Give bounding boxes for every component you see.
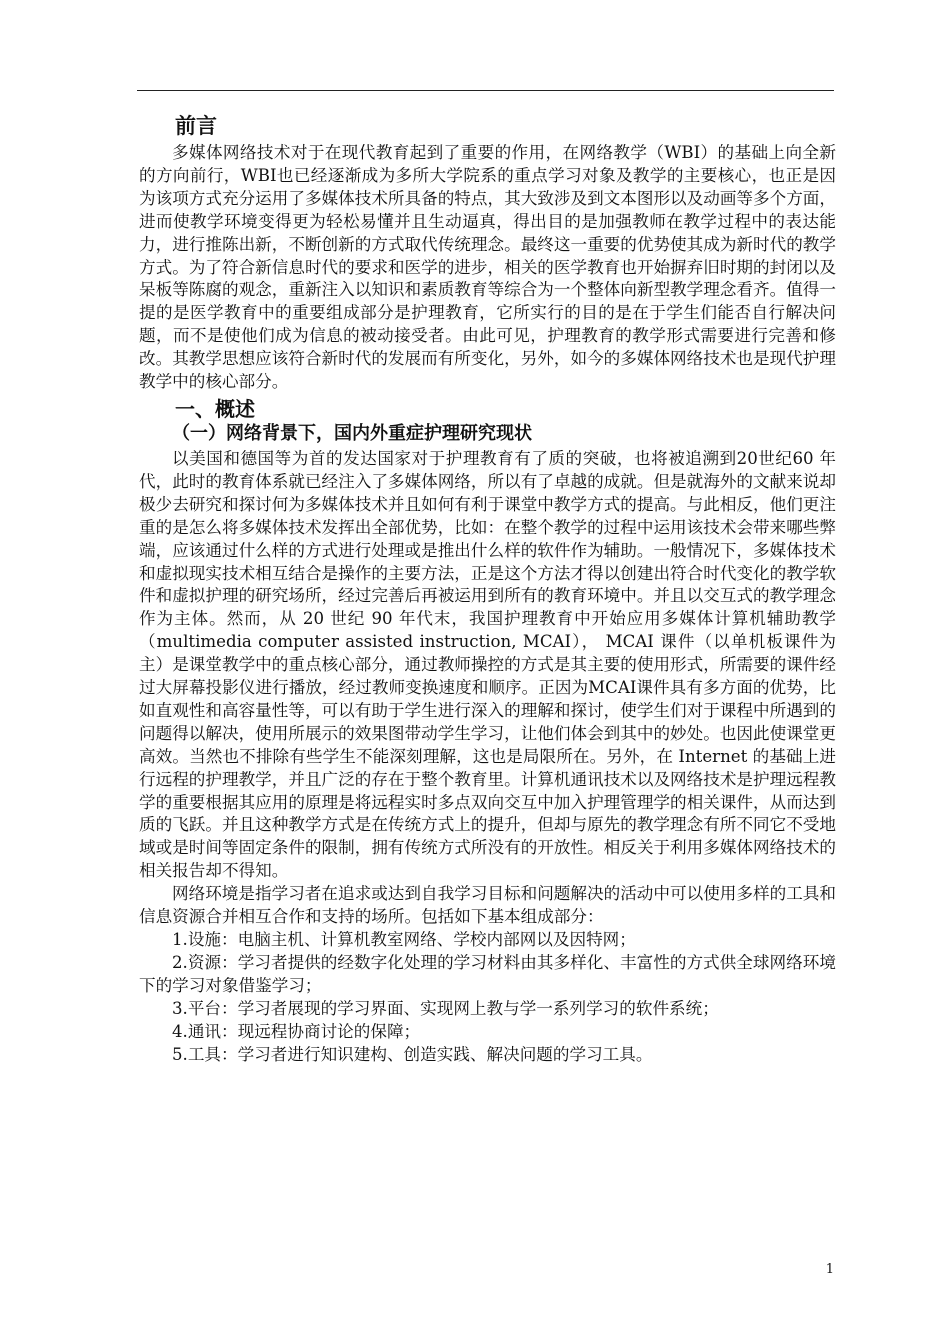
body-paragraph: 网络环境是指学习者在追求或达到自我学习目标和问题解决的活动中可以使用多样的工具和信息资源合并相互合作和支持的场所。包括如下基本组成部分：: [139, 884, 836, 927]
subsection-heading: （一）网络背景下，国内外重症护理研究现状: [172, 422, 532, 444]
header-rule: [137, 90, 834, 91]
section-heading: 一、概述: [175, 396, 255, 421]
document-body: [139, 112, 836, 1066]
list-item: 2.资源：学习者提供的经数字化处理的学习材料由其多样化、丰富性的方式供全球网络环境下的学习对象借鉴学习；: [139, 952, 836, 995]
preface-paragraph: 多媒体网络技术对于在现代教育起到了重要的作用，在网络教学（WBI）的基础上向全新的方向前行，WBI也已经逐渐成为多所大学院系的重点学习对象及教学的主要核心，也正是因为该项方式充分运用了多媒体技术所具备的特点，其大致涉及到文本图形以及动画等多个方面，进而使教学环境变得更为轻松易懂并且生动逼真，得出目的是加强教师在教学过程中的表达能力，进行推陈出新，不断创新的方式取代传统理念。最终这一重要的优势使其成为新时代的教学方式。为了符合新信息时代的要求和医学的进步，相关的医学教育也开始摒弃旧时期的封闭以及呆板等陈腐的观念，重新注入以知识和素质教育等综合为一个整体向新型教学理念看齐。值得一提的是医学教育中的重要组成部分是护理教育，它所实行的目的是在于学生们能否自行解决问题，而不是使他们成为信息的被动接受者。由此可见，护理教育的教学形式需要进行完善和修改。其教学思想应该符合新时代的发展而有所变化，另外，如今的多媒体网络技术也是现代护理教学中的核心部分。: [139, 143, 836, 392]
preface-heading: 前言: [175, 114, 217, 138]
list-item: 1.设施：电脑主机、计算机教室网络、学校内部网以及因特网；: [172, 930, 636, 949]
list-item: 4.通讯：现远程协商讨论的保障；: [172, 1021, 421, 1041]
body-paragraph: 以美国和德国等为首的发达国家对于护理教育有了质的突破，也将被追溯到20世纪60 年代，此时的教育体系就已经注入了多媒体网络，所以有了卓越的成就。但是就海外的文献来说却极少去研究和探讨何为多媒体技术并且如何有利于课堂中教学方式的提高。与此相反，他们更注重的是怎么将多媒体技术发挥出全部优势，比如：在整个教学的过程中运用该技术会带来哪些弊端，应该通过什么样的方式进行处理或是推出什么样的软件作为辅助。一般情况下，多媒体技术和虚拟现实技术相互结合是操作的主要方法，正是这个方法才得以创建出符合时代变化的教学软件和虚拟护理的研究场所，经过完善后再被运用到所有的教育环境中。并且以交互式的教学理念作为主体。然而，从 20 世纪 90 年代末，我国护理教育中开始应用多媒体计算机辅助教学（multimedia computer assisted instruction, MCAI）， MCAI 课件（以单机板课件为主）是课堂教学中的重点核心部分，通过教师操控的方式是其主要的使用形式，所需要的课件经过大屏幕投影仪进行播放，经过教师变换速度和顺序。正因为MCAI课件具有多方面的优势，比如直观性和高容量性等，可以有助于学生进行深入的理解和探讨，使学生们对于课程中所遇到的问题得以解决，使用所展示的效果图带动学生学习，让他们体会到其中的妙处。也因此使课堂更高效。当然也不排除有些学生不能深刻理解，这也是局限所在。另外，在 Internet 的基础上进行远程的护理教学，并且广泛的存在于整个教育里。计算机通讯技术以及网络技术是护理远程教学的重要根据其应用的原理是将远程实时多点双向交互中加入护理管理学的相关课件，从而达到质的飞跃。并且这种教学方式是在传统方式上的提升，但却与原先的教学理念有所不同它不受地域或是时间等固定条件的限制，拥有传统方式所没有的开放性。相反关于利用多媒体网络技术的相关报告却不得知。: [139, 448, 836, 881]
page-number: 1: [825, 1262, 834, 1277]
list-item: 3.平台：学习者展现的学习界面、实现网上教与学一系列学习的软件系统；: [172, 998, 719, 1018]
list-item: 5.工具：学习者进行知识建构、创造实践、解决问题的学习工具。: [172, 1044, 653, 1064]
